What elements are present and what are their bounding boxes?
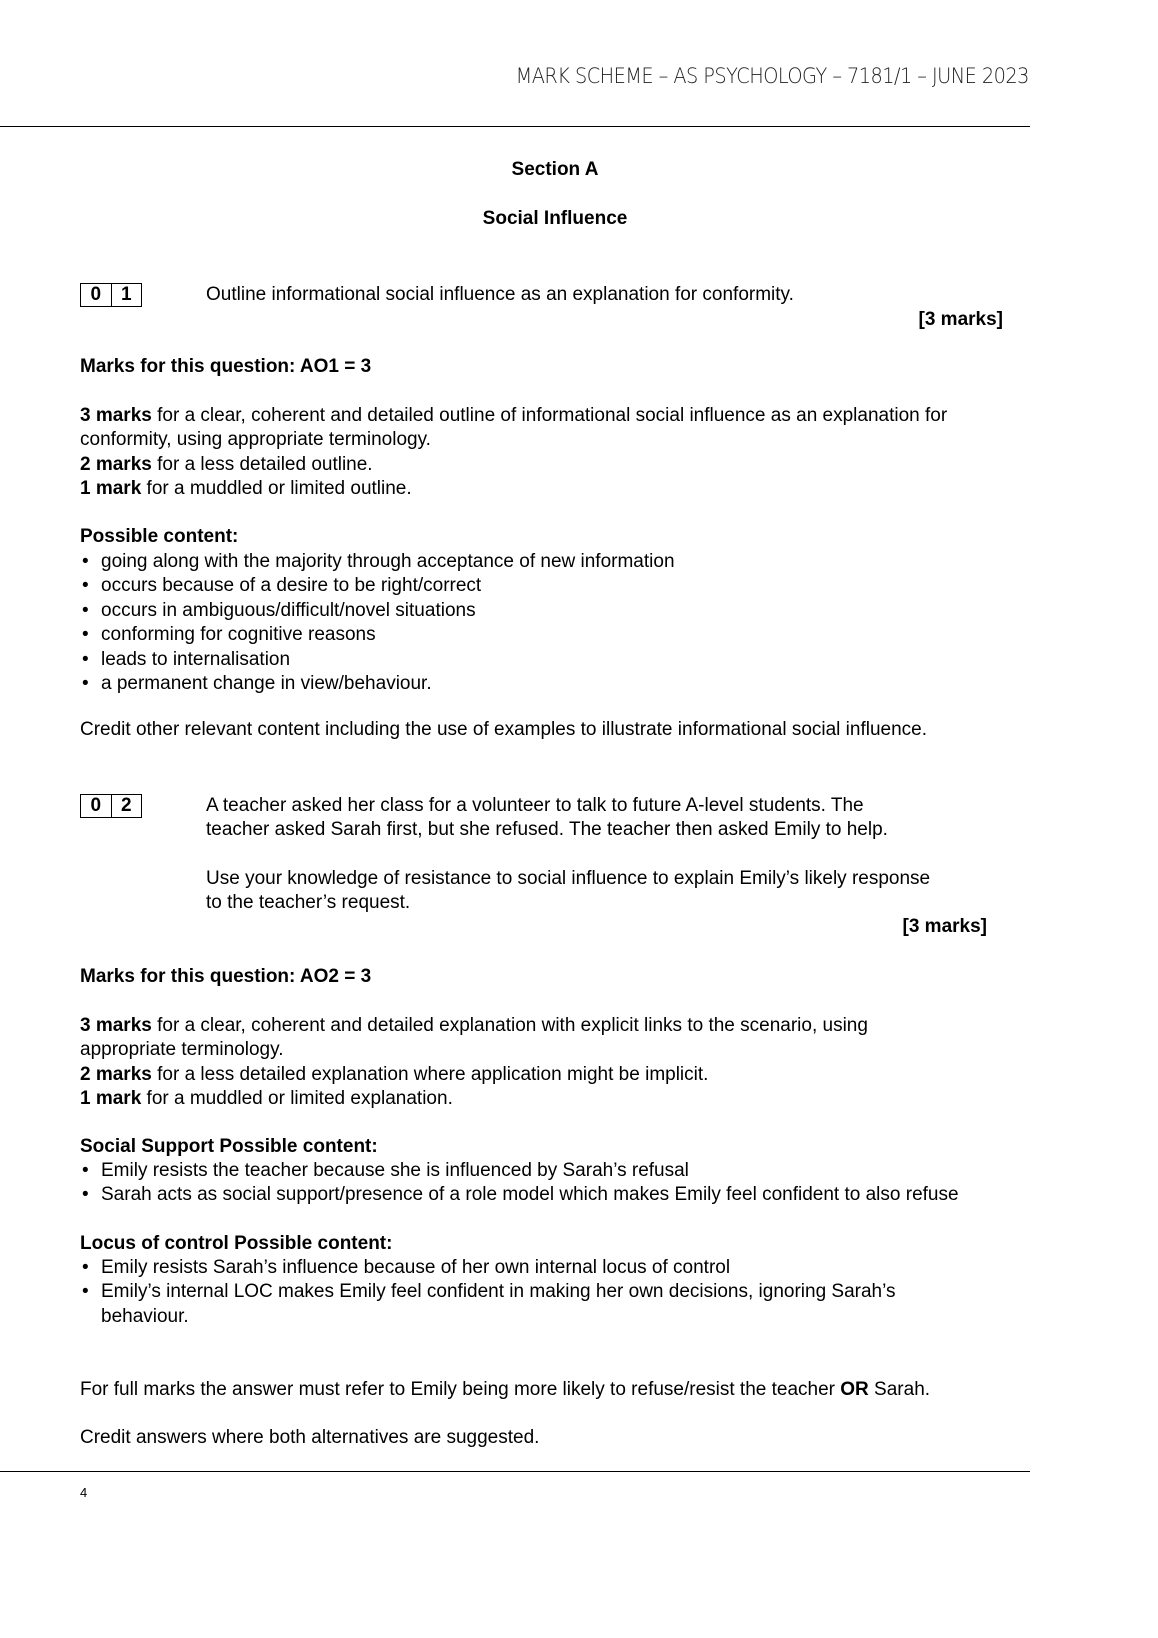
list-item: • occurs in ambiguous/difficult/novel situations — [80, 599, 675, 623]
emphasis: OR — [840, 1379, 869, 1400]
q2-credit: Credit answers where both alternatives are suggested. — [80, 1427, 540, 1448]
level-text: for a clear, coherent and detailed outline of informational social influence as an explanation for — [151, 405, 948, 426]
footer-rule — [0, 1471, 1030, 1472]
question-number-02 — [80, 794, 142, 818]
level-text: for a clear, coherent and detailed explanation with explicit links to the scenario, using — [151, 1015, 868, 1036]
q1-levels — [80, 404, 947, 502]
list-item: • Emily resists Sarah’s influence because of her own internal locus of control — [80, 1256, 896, 1280]
q1-marks-heading: Marks for this question: AO1 = 3 — [80, 356, 372, 377]
level-label: 2 marks — [80, 1063, 152, 1085]
digit: 2 — [111, 795, 142, 817]
level-label: 3 marks — [80, 1015, 152, 1036]
topic-title: Social Influence — [482, 208, 628, 229]
level-label: 3 marks — [80, 405, 152, 426]
level-label: 1 mark — [80, 478, 142, 500]
q2-loc-bullets — [80, 1256, 896, 1329]
level-text: for a muddled or limited outline. — [141, 478, 412, 500]
question-number-01 — [80, 283, 142, 307]
list-item: • Emily resists the teacher because she is influenced by Sarah’s refusal — [80, 1159, 959, 1183]
list-item: • occurs because of a desire to be right/correct — [80, 574, 675, 598]
q1-text: Outline informational social influence as an explanation for conformity. — [206, 284, 794, 305]
list-item: • conforming for cognitive reasons — [80, 623, 675, 647]
header-rule — [0, 126, 1030, 127]
q2-marks: [3 marks] — [902, 916, 987, 937]
page-header: MARK SCHEME – AS PSYCHOLOGY – 7181/1 – JUNE 2023 — [515, 64, 1029, 88]
text-line: A teacher asked her class for a volunteer to talk to future A-level students. The — [206, 795, 864, 816]
level-text: for a muddled or limited explanation. — [141, 1088, 453, 1110]
text-line: teacher asked Sarah first, but she refused. The teacher then asked Emily to help. — [206, 819, 888, 841]
q2-scenario — [206, 794, 888, 843]
digit: 1 — [111, 284, 142, 306]
list-item: • Sarah acts as social support/presence of a role model which makes Emily feel confident to also refuse — [80, 1183, 959, 1207]
q1-credit: Credit other relevant content including the use of examples to illustrate informational social influence. — [80, 719, 928, 740]
q2-loc-heading: Locus of control Possible content: — [80, 1233, 393, 1254]
text-line: behaviour. — [101, 1305, 189, 1327]
q1-content-heading: Possible content: — [80, 526, 239, 547]
q2-full-marks-note — [80, 1378, 930, 1402]
level-text: appropriate terminology. — [80, 1039, 284, 1061]
level-text: for a less detailed explanation where application might be implicit. — [151, 1063, 709, 1085]
q1-marks: [3 marks] — [918, 309, 1003, 330]
q2-support-heading: Social Support Possible content: — [80, 1136, 378, 1157]
digit: 0 — [90, 284, 102, 305]
level-label: 2 marks — [80, 453, 152, 475]
q2-support-bullets — [80, 1159, 959, 1208]
text: Sarah. — [868, 1379, 931, 1400]
q2-task — [206, 867, 930, 916]
text: For full marks the answer must refer to Emily being more likely to refuse/resist the teacher — [80, 1379, 841, 1400]
level-text: for a less detailed outline. — [151, 453, 373, 475]
list-item: • going along with the majority through acceptance of new information — [80, 550, 675, 574]
text-line: to the teacher’s request. — [206, 892, 411, 914]
list-item: • a permanent change in view/behaviour. — [80, 672, 675, 696]
page-number: 4 — [80, 1485, 88, 1500]
list-item: • leads to internalisation — [80, 648, 675, 672]
text-line: Use your knowledge of resistance to social influence to explain Emily’s likely response — [206, 868, 931, 889]
list-item — [80, 1280, 896, 1329]
q2-marks-heading: Marks for this question: AO2 = 3 — [80, 966, 372, 987]
digit: 0 — [90, 795, 102, 816]
text-line: Emily’s internal LOC makes Emily feel confident in making her own decisions, ignoring Sarah’s — [101, 1281, 896, 1303]
q1-bullets — [80, 550, 675, 696]
q2-levels — [80, 1014, 868, 1112]
level-text: conformity, using appropriate terminology. — [80, 429, 431, 451]
section-title: Section A — [511, 159, 599, 180]
level-label: 1 mark — [80, 1088, 142, 1110]
